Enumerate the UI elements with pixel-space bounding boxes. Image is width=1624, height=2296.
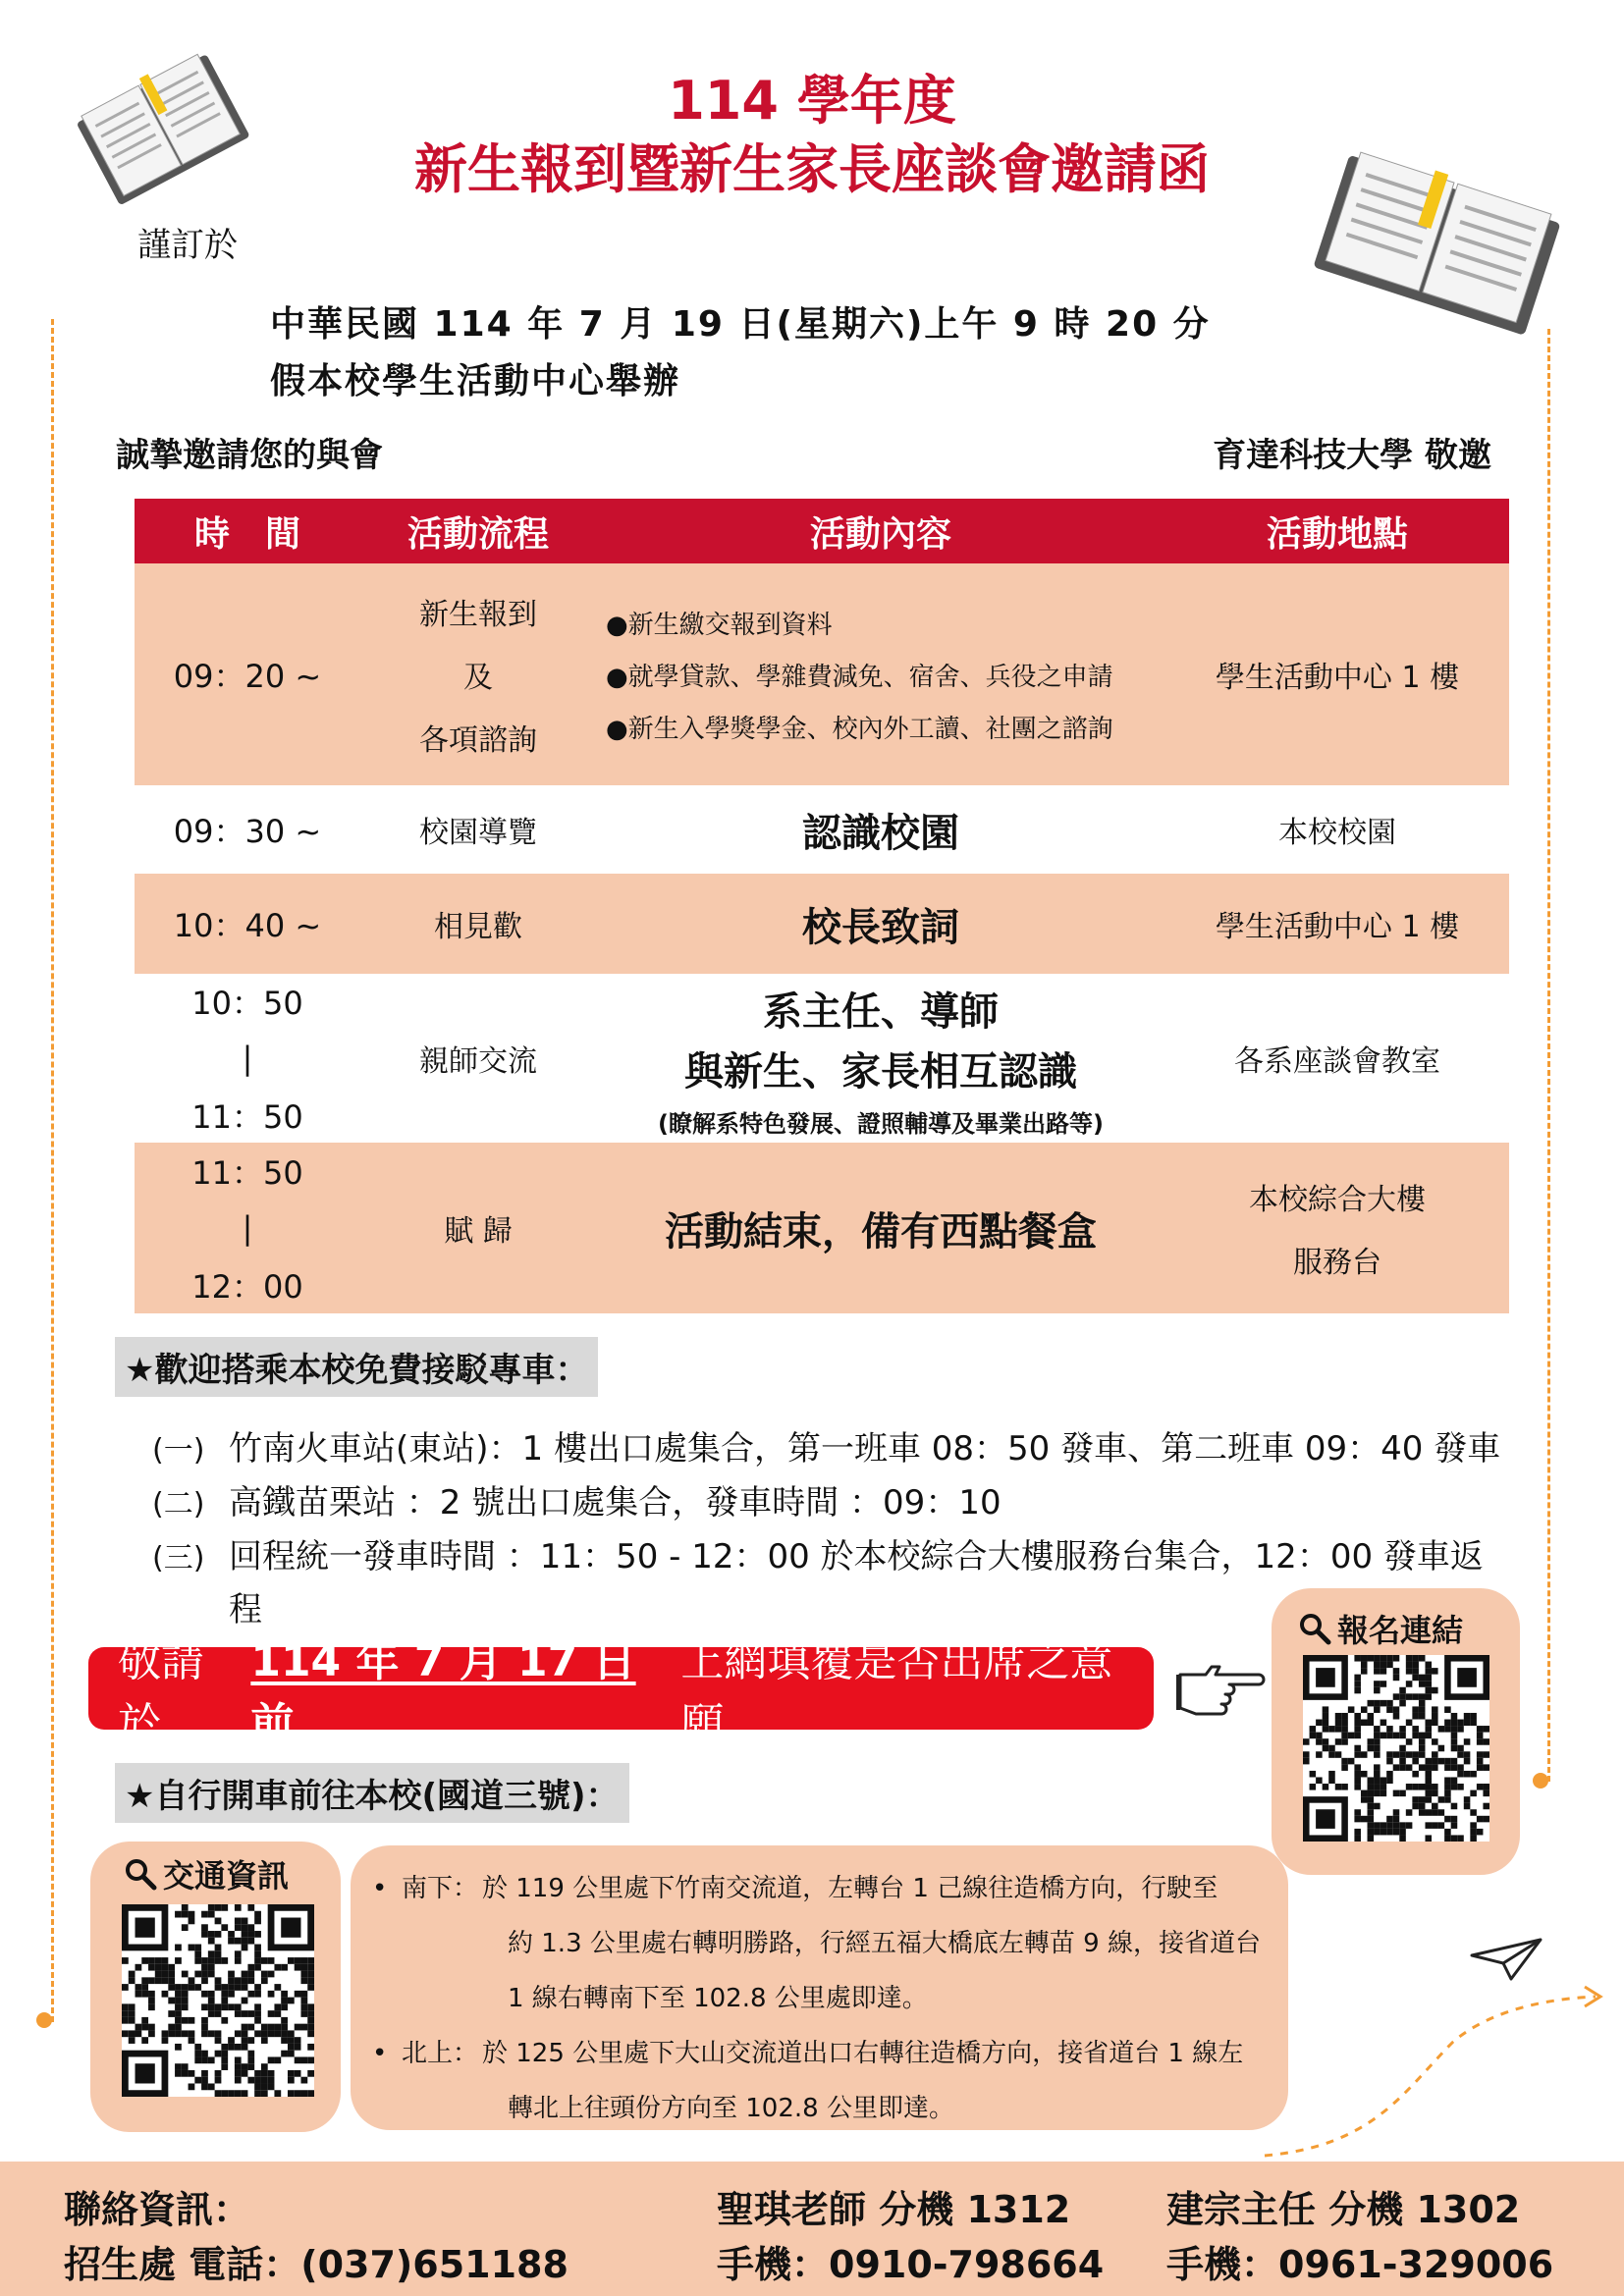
drive-section-label: ★自行開車前往本校(國道三號)：: [115, 1763, 629, 1823]
table-header-row: [135, 499, 1509, 563]
contact2-name: 建宗主任 分機 1302: [1166, 2188, 1521, 2231]
header-location: 活動地點: [1266, 513, 1408, 555]
contact-office-phone: 招生處 電話：(037)651188: [64, 2243, 568, 2286]
row-time: 10：50 | 11：50: [191, 985, 303, 1136]
table-row: [135, 785, 1509, 874]
rsvp-deadline: 114 年 7 月 17 日前: [250, 1636, 636, 1749]
table-row: [135, 563, 1509, 785]
row-flow: 校園導覽: [419, 816, 537, 850]
traffic-qr-code[interactable]: [122, 1904, 314, 2097]
contact1-phone: 手機：0910-798664: [717, 2243, 1105, 2286]
row-time: 09：30 ~: [173, 813, 322, 850]
row-time: 09：20 ~: [173, 658, 322, 695]
respectfully-label: 謹訂於: [137, 226, 238, 265]
contact2-phone: 手機：0961-329006: [1166, 2243, 1554, 2286]
shuttle-item-continued: 程: [229, 1590, 262, 1629]
row-time: 11：50 | 12：00: [191, 1154, 303, 1306]
schedule-table: [135, 499, 1509, 1313]
row-flow: 新生報到 及 各項諮詢: [419, 598, 537, 758]
shuttle-item: (二) 高鐵苗栗站 ：2 號出口處集合，發車時間 ：09：10: [152, 1483, 1001, 1522]
row-location: 本校綜合大樓 服務台: [1249, 1183, 1426, 1280]
row-content: 活動結束，備有西點餐盒: [665, 1208, 1097, 1255]
decorative-dot: [36, 2012, 52, 2028]
page-title: 114 學年度: [668, 70, 956, 132]
row-time: 10：40 ~: [173, 907, 322, 944]
rsvp-banner: 敬請於 114 年 7 月 17 日前 上網填覆是否出席之意願: [88, 1647, 1154, 1730]
contact-title: 聯絡資訊：: [64, 2188, 251, 2231]
row-content: ●新生繳交報到資料 ●就學貸款、學雜費減免、宿舍、兵役之申請 ●新生入學獎學金、校內外工讀、社團之諮詢: [606, 610, 1113, 744]
search-icon: [1298, 1612, 1331, 1645]
table-row: [135, 874, 1509, 974]
row-location: 學生活動中心 1 樓: [1215, 661, 1460, 695]
pointing-hand-icon: [1176, 1661, 1267, 1718]
page-subtitle: 新生報到暨新生家長座談會邀請函: [414, 138, 1210, 200]
host-signature: 育達科技大學 敬邀: [1213, 436, 1491, 475]
decorative-dash-line: [51, 319, 54, 2022]
header-flow: 活動流程: [406, 513, 549, 555]
row-flow: 相見歡: [434, 910, 522, 944]
search-icon: [124, 1857, 157, 1891]
sincere-invite: 誠摯邀請您的與會: [116, 436, 383, 475]
header-time: 時 間: [193, 513, 300, 555]
driving-route-box: • 南下： 於 119 公里處下竹南交流道，左轉台 1 己線往造橋方向，行駛至 約 1.3 公里處右轉明勝路，行經五福大橋底左轉苗 9 線，接省道台 1 線右轉南下至 102.8 公里處即達。 • 北上： 於 125 公里處下大山交流道出口右轉往造橋方向，接省道台 1 線左 轉北上往頭份方向至 102.8 公里即達。: [351, 1845, 1288, 2130]
event-venue: 假本校學生活動中心舉辦: [270, 361, 681, 401]
shuttle-item: (一) 竹南火車站(東站)：1 樓出口處集合，第一班車 08：50 發車、第二班車 09：40 發車: [152, 1429, 1501, 1468]
row-flow: 賦 歸: [444, 1214, 513, 1249]
contact-footer: [0, 2162, 1624, 2296]
register-qr-code[interactable]: [1303, 1655, 1489, 1842]
contact1-name: 聖琪老師 分機 1312: [717, 2188, 1071, 2231]
row-flow: 親師交流: [419, 1044, 537, 1079]
row-location: 學生活動中心 1 樓: [1215, 910, 1460, 944]
table-row: [135, 1143, 1509, 1313]
table-row: [135, 974, 1509, 1143]
route-south: • 南下： 於 119 公里處下竹南交流道，左轉台 1 己線往造橋方向，行駛至: [372, 1874, 1218, 1903]
shuttle-item: (三) 回程統一發車時間 ：11：50 - 12：00 於本校綜合大樓服務台集合，12：00 發車返: [152, 1537, 1484, 1576]
decorative-dash-line: [1547, 329, 1550, 1782]
traffic-info-label: 交通資訊: [124, 1851, 289, 1896]
event-date: 中華民國 114 年 7 月 19 日(星期六)上午 9 時 20 分: [270, 304, 1211, 345]
decorative-dot: [1533, 1773, 1548, 1789]
row-content: 校長致詞: [802, 904, 959, 950]
row-location: 各系座談會教室: [1234, 1044, 1440, 1079]
register-link-label: 報名連結: [1298, 1606, 1463, 1651]
row-location: 本校校園: [1278, 816, 1396, 850]
header-content: 活動內容: [809, 513, 951, 555]
shuttle-section-label: ★歡迎搭乘本校免費接駁專車：: [115, 1337, 598, 1397]
decorative-dash-curve: [1257, 1973, 1610, 2160]
row-content: 系主任、導師 與新生、家長相互認識 (瞭解系特色發展、證照輔導及畢業出路等): [658, 988, 1104, 1138]
route-north: • 北上： 於 125 公里處下大山交流道出口右轉往造橋方向，接省道台 1 線左: [372, 2039, 1244, 2068]
row-content: 認識校園: [802, 810, 959, 856]
